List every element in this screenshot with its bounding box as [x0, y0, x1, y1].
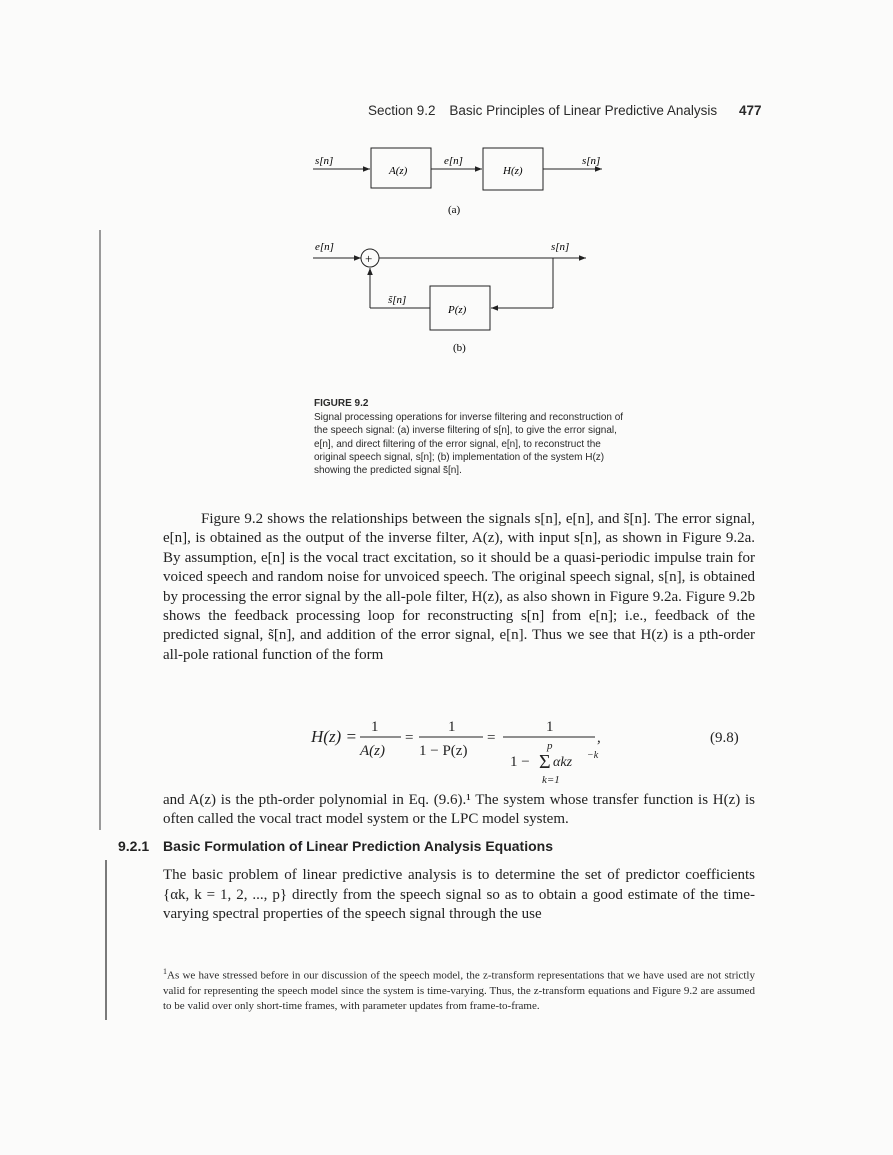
svg-text:=: =: [487, 730, 496, 746]
page-number: 477: [738, 103, 762, 118]
footnote-mark: 1: [163, 967, 167, 976]
header-title: Basic Principles of Linear Predictive Analysis: [449, 103, 718, 118]
signal-s-tilde: s̃[n]: [388, 294, 407, 306]
caption-title: FIGURE 9.2: [314, 398, 369, 409]
eq-sum-term: αkz: [553, 755, 573, 770]
block-p-label: P(z): [448, 304, 467, 316]
eq-sum-upper: p: [547, 740, 553, 752]
figure-9-2-diagram: [300, 140, 620, 365]
eq-den-3-prefix: 1 −: [510, 754, 530, 770]
block-a-label: A(z): [389, 165, 408, 177]
signal-s-out: s[n]: [582, 155, 601, 167]
eq-den-2: 1 − P(z): [419, 743, 468, 759]
caption-text: Signal processing operations for inverse filtering and reconstruction of the speech signal: (a) inverse filtering of s[n], to give the error signal, e[n], and direct filtering of the error signal, e[n], to reconstruct the original speech signal, s[n]; (b) implementation of the system H(z) showing the predicted signal s̃[n].: [314, 412, 624, 477]
svg-text:Σ: Σ: [539, 751, 551, 773]
signal-e-mid: e[n]: [444, 155, 463, 167]
eq-num-3: 1: [546, 719, 554, 735]
eq-number: (9.8): [710, 730, 739, 746]
equation-9-8: [163, 712, 755, 784]
svg-text:,: ,: [597, 730, 601, 746]
paragraph-3: The basic problem of linear predictive analysis is to determine the set of predictor coefficients {αk, k = 1, 2, ..., p} directly from the speech signal so as to obtain a good estimate of the time-varying spectral properties of the speech signal through the use: [163, 867, 755, 923]
running-header: [368, 103, 761, 118]
block-h-label: H(z): [503, 165, 523, 177]
diagram-a: [313, 148, 602, 216]
section-title: Basic Formulation of Linear Prediction Analysis Equations: [163, 838, 553, 854]
label-a: (a): [448, 204, 461, 216]
eq-sum-lower: k=1: [542, 774, 560, 784]
margin-rule: [99, 230, 101, 830]
section-number: 9.2.1: [118, 838, 150, 854]
signal-s-in: s[n]: [315, 155, 334, 167]
paragraph-2: and A(z) is the pth-order polynomial in Eq. (9.6).¹ The system whose transfer function is H(z) is often called the vocal tract model system or the LPC model system.: [163, 792, 755, 828]
margin-rule-lower: [105, 860, 107, 1020]
eq-sum-exp: −k: [587, 750, 599, 761]
eq-num-1: 1: [371, 719, 379, 735]
eq-num-2: 1: [448, 719, 456, 735]
eq-lhs: H(z) =: [311, 727, 357, 746]
diagram-b: [313, 241, 586, 354]
signal-s-out-b: s[n]: [551, 241, 570, 253]
summing-plus: +: [365, 251, 373, 266]
paragraph-1: Figure 9.2 shows the relationships between the signals s[n], e[n], and s̃[n]. The error signal, e[n], is obtained as the output of the inverse filter, A(z), with input s[n], as shown in Figure 9.2a. By assumption, e[n] is the vocal tract excitation, so it should be a quasi-periodic impulse train for voiced speech and random noise for unvoiced speech. The original speech signal, s[n], is obtained by processing the error signal by the all-pole filter, H(z), as also shown in Figure 9.2a. Figure 9.2b shows the feedback processing loop for reconstructing s[n] from e[n]; i.e., feedback of the predicted signal, s̃[n], and addition of the error signal, e[n]. Thus we see that H(z) is a pth-order all-pole rational function of the form: [163, 511, 755, 663]
header-section: Section 9.2: [368, 103, 436, 118]
svg-text:=: =: [405, 730, 414, 746]
signal-e-in: e[n]: [315, 241, 334, 253]
label-b: (b): [453, 342, 466, 354]
figure-caption: [314, 397, 624, 477]
footnote-text: As we have stressed before in our discussion of the speech model, the z-transform representations that we have used are not strictly valid for representing the speech model since the system is time-varying. Thus, the z-transform equations and Figure 9.2 are assumed to be valid over only short-time frames, with parameter updates from frame-to-frame.: [163, 969, 755, 1012]
footnote: [163, 964, 755, 1014]
eq-den-1: A(z): [360, 743, 385, 759]
